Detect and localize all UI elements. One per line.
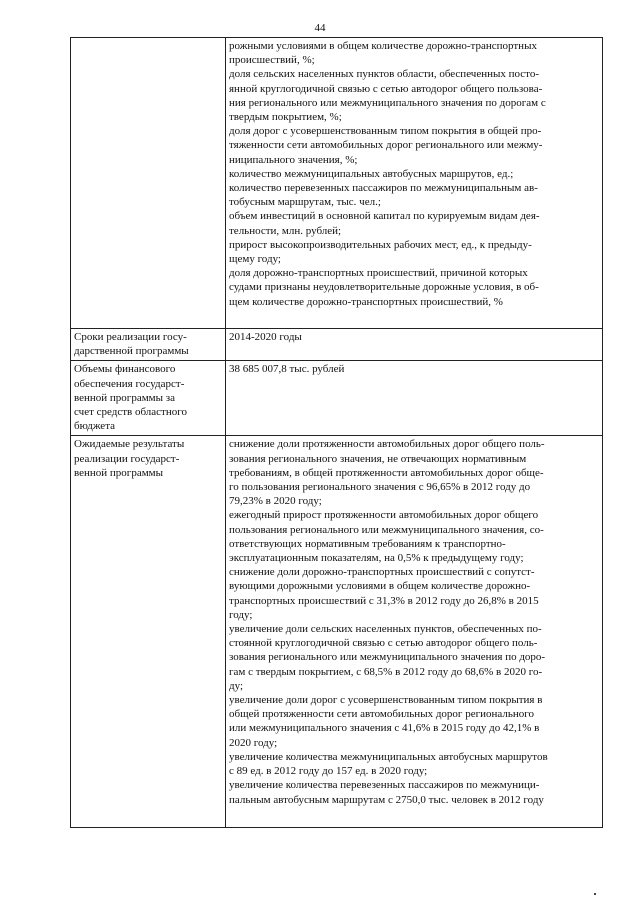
row-label-cell [71, 361, 226, 436]
scan-speck [594, 893, 596, 895]
row-label-cell [71, 329, 226, 361]
funding-volume-label: Объемы финансового обеспечения государст- венной программы за счет средств областного бюджета [74, 363, 187, 433]
implementation-period-label: Сроки реализации госу- дарственной программы [74, 331, 189, 358]
table-row [71, 38, 603, 329]
expected-results-value: снижение доли протяженности автомобильных дорог общего поль- зования регионального значения, не отвечающих нормативным требованиям, в общей протяженности автомобильных дорог обще- го пользования регионального значения с 96,65% в 2012 году до 79,23% в 2020 году; ежегодный прирост протяженности автомобильных дорог общего пользования регионального или межмуниципального значения, со- ответствующих нормативным требованиям к транспортно- эксплуатационным показателям, на 0,5% к предыдущему году; снижение доли дорожно-транспортных происшествий с сопутст- вующими дорожными условиями в общем количестве дорожно- транспортных происшествий с 31,3% в 2012 году до 26,8% в 2015 году; увеличение доли сельских населенных пунктов, обеспеченных по- стоянной круглогодичной связью с сетью автодорог общего поль- зования регионального или межмуниципального значения по доро- гам с твердым покрытием, с 68,5% в 2012 году до 68,6% в 2020 го- ду; увеличение доли дорог с усовершенствованным типом покрытия в общей протяженности сети автомобильных дорог регионального или межмуниципального значения с 41,6% в 2015 году до 42,1% в 2020 году; увеличение количества межмуниципальных автобусных маршрутов с 89 ед. в 2012 году до 157 ед. в 2020 году; увеличение количества перевезенных пассажиров по межмуници- пальным автобусным маршрутам с 2750,0 тыс. человек в 2012 году [229, 438, 548, 806]
row-value-cell [226, 361, 603, 436]
page-number: 44 [314, 22, 326, 34]
row-value-cell [226, 329, 603, 361]
indicators-continuation-text: рожными условиями в общем количестве дорожно-транспортных происшествий, %; доля сельских населенных пунктов области, обеспеченных посто- янной круглогодичной связью с сетью автодорог общего пользова- ния регионального или межмуниципального значения по дорогам с твердым покрытием, %; доля дорог с усовершенствованным типом покрытия в общей про- тяженности сети автомобильных дорог регионального или межму- ниципального значения, %; количество межмуниципальных автобусных маршрутов, ед.; количество перевезенных пассажиров по межмуниципальным ав- тобусным маршрутам, тыс. чел.; объем инвестиций в основной капитал по курируемым видам дея- тельности, млн. рублей; прирост высокопроизводительных рабочих мест, ед., к предыду- щему году; доля дорожно-транспортных происшествий, причиной которых судами признаны неудовлетворительные дорожные условия, в об- щем количестве дорожно-транспортных происшествий, % [229, 40, 546, 308]
table-row [71, 436, 603, 828]
expected-results-label: Ожидаемые результаты реализации государст- венной программы [74, 438, 185, 479]
row-value-cell [226, 38, 603, 329]
row-value-cell [226, 436, 603, 828]
table-row [71, 329, 603, 361]
table-row [71, 361, 603, 436]
program-passport-table [70, 37, 603, 828]
implementation-period-value: 2014-2020 годы [229, 331, 302, 343]
row-label-cell [71, 38, 226, 329]
row-label-cell [71, 436, 226, 828]
funding-volume-value: 38 685 007,8 тыс. рублей [229, 363, 345, 376]
